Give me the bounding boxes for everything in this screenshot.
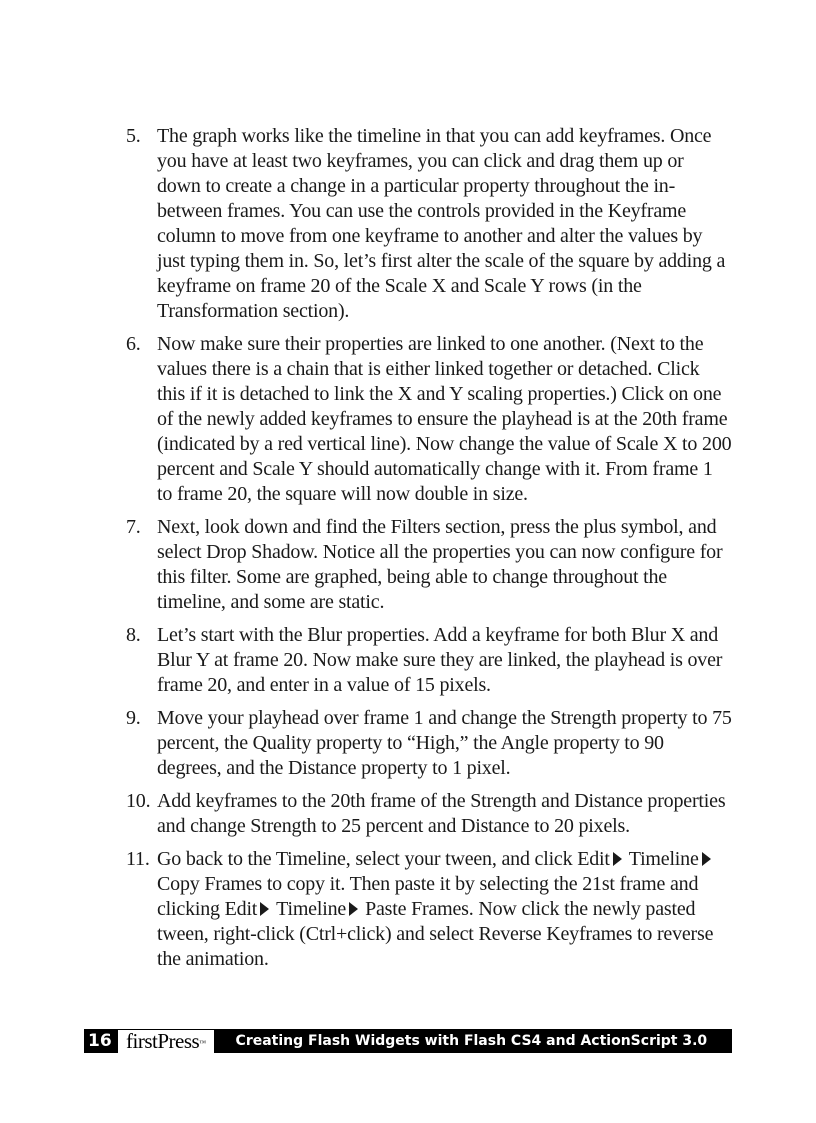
trademark-mark: ™ [199,1039,206,1047]
menu-arrow-icon [349,902,358,916]
instruction-list [126,124,732,980]
page-footer [84,1029,732,1053]
step-5 [126,124,732,324]
step-8 [126,623,732,698]
step-number: 6. [126,333,141,355]
menu-item: Timeline [628,848,699,870]
step-text: Let’s start with the Blur properties. Add a keyframe for both Blur X and Blur Y at frame 20. Now make sure they are linked, the playhead is over frame 20, and enter in a value of 15 pixels. [157,624,723,696]
menu-arrow-icon [260,902,269,916]
step-text: The graph works like the timeline in that you can add keyframes. Once you have at least two keyframes, you can click and drag them up or down to create a change in a particular property throughout the in-between frames. You can use the controls provided in the Keyframe column to move from one keyframe to another and alter the values by just typing them in. So, let’s first alter the scale of the square by adding a keyframe on frame 20 of the Scale X and Scale Y rows (in the Transformation section). [157,125,726,322]
menu-arrow-icon [702,852,711,866]
step-number: 5. [126,125,141,147]
step-text: Now make sure their properties are linked to one another. (Next to the values there is a chain that is either linked together or detached. Click this if it is detached to link the X and Y scaling properties.) Click on one of the newly added keyframes to ensure the playhead is at the 20th frame (indicated by a red vertical line). Now change the value of Scale X to 200 percent and Scale Y should automatically change with it. From frame 1 to frame 20, the square will now double in size. [157,333,732,505]
step-text [157,847,732,972]
publisher-logo [118,1029,214,1053]
step-text: Add keyframes to the 20th frame of the Strength and Distance properties and change Strength to 25 percent and Distance to 20 pixels. [157,790,726,837]
step-text-part: Go back to the Timeline, select your tween, and click Edit [157,848,610,870]
book-title: Creating Flash Widgets with Flash CS4 and ActionScript 3.0 [214,1029,732,1053]
step-text: Next, look down and find the Filters section, press the plus symbol, and select Drop Shadow. Notice all the properties you can now configure for this filter. Some are graphed, being able to change throughout the timeline, and some are static. [157,516,723,613]
step-text-part: Paste Frames. Now click the newly pasted tween, right-click (Ctrl+click) and select Reverse Keyframes to reverse the animation. [157,898,714,970]
step-number: 11. [126,848,150,870]
step-7 [126,515,732,615]
step-6 [126,332,732,507]
step-number: 9. [126,707,141,729]
step-10 [126,789,732,839]
publisher-name: firstPress [126,1029,200,1053]
step-text-part: Copy Frames to copy it. Then paste it by selecting the 21st frame and clicking Edit [157,873,699,920]
menu-arrow-icon [613,852,622,866]
step-9 [126,706,732,781]
step-number: 8. [126,624,141,646]
step-number: 10. [126,790,151,812]
step-text: Move your playhead over frame 1 and change the Strength property to 75 percent, the Quality property to “High,” the Angle property to 90 degrees, and the Distance property to 1 pixel. [157,707,732,779]
menu-item: Timeline [276,898,347,920]
step-11 [126,847,732,972]
page-number: 16 [84,1029,118,1053]
step-number: 7. [126,516,141,538]
